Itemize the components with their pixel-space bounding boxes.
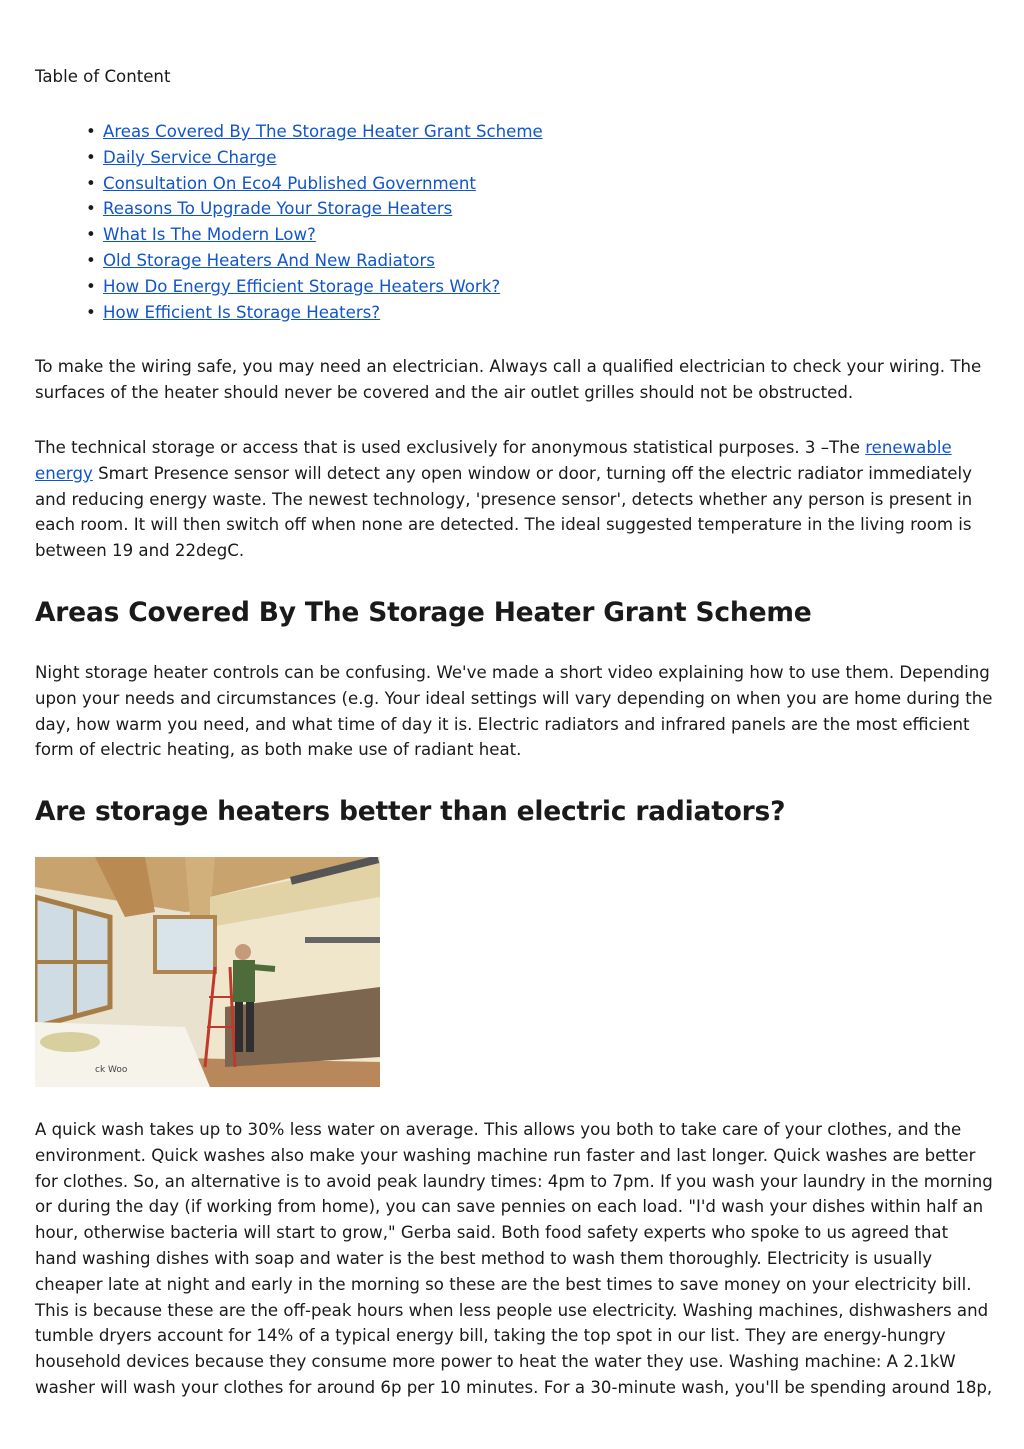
toc-item: [35, 300, 543, 326]
toc-item: [35, 119, 543, 145]
toc-item: [35, 171, 543, 197]
toc-list: [35, 119, 543, 325]
bullet-icon: •: [86, 199, 96, 219]
bullet-icon: •: [86, 276, 96, 296]
toc-item: [35, 145, 543, 171]
section-heading-storage-vs-radiators: Are storage heaters better than electric radiators?: [35, 796, 786, 827]
toc-link-areas-covered[interactable]: Areas Covered By The Storage Heater Grant Scheme: [103, 122, 543, 141]
toc-item: [35, 222, 543, 248]
toc-item: [35, 274, 543, 300]
insulation-worker-photo: [35, 857, 380, 1087]
toc-link-old-storage-heaters[interactable]: Old Storage Heaters And New Radiators: [103, 250, 435, 270]
toc-title: Table of Content: [35, 67, 171, 86]
section-paragraph-controls: Night storage heater controls can be confusing. We've made a short video explaining how to use them. Depending upon your needs and circumstances (e.g. Your ideal settings will vary depending on when you are home during the day, how warm you need, and what time of day it is. Electric radiators and infrared panels are the most efficient form of electric heating, as both make use of radiant heat.: [35, 663, 993, 760]
section-heading-areas-covered: Areas Covered By The Storage Heater Grant Scheme: [35, 597, 812, 628]
section-paragraph-laundry: A quick wash takes up to 30% less water on average. This allows you both to take care of your clothes, and the environment. Quick washes also make your washing machine run faster and last longer. Quick washes are better for clothes. So, an alternative is to avoid peak laundry times: 4pm to 7pm. If you wash your laundry in the morning or during the day (if working from home), you can save pennies on each load. "I'd wash your dishes within half an hour, otherwise bacteria will start to grow," Gerba said. Both food safety experts who spoke to us agreed that hand washing dishes with soap and water is the best method to wash them thoroughly. Electricity is usually cheaper late at night and early in the morning so these are the best times to save money on your electricity bill. This is because these are the off-peak hours when less people use electricity. Washing machines, dishwashers and tumble dryers account for 14% of a typical energy bill, taking the top spot in our list. They are energy-hungry household devices because they consume more power to heat the water they use. Washing machine: A 2.1kW washer will wash your clothes for around 6p per 10 minutes. For a 30-minute wash, you'll be spending around 18p,: [35, 1120, 993, 1397]
bullet-icon: •: [86, 225, 96, 245]
intro-paragraph-wiring: To make the wiring safe, you may need an electrician. Always call a qualified electrician to check your wiring. The surfaces of the heater should never be covered and the air outlet grilles should not be obstructed.: [35, 357, 982, 402]
toc-item: [35, 248, 543, 274]
toc-link-consultation-eco4[interactable]: Consultation On Eco4 Published Government: [103, 173, 476, 193]
svg-text:ck Woo: ck Woo: [95, 1065, 128, 1075]
bullet-icon: •: [86, 302, 96, 322]
toc-item: [35, 196, 543, 222]
intro-text-after-link: Smart Presence sensor will detect any open window or door, turning off the electric radiator immediately and reducing energy waste. The newest technology, 'presence sensor', detects whether any person is present in each room. It will then switch off when none are detected. The ideal suggested temperature in the living room is between 19 and 22degC.: [35, 463, 973, 561]
toc-link-how-efficient[interactable]: How Efficient Is Storage Heaters?: [103, 302, 381, 322]
toc-link-daily-service-charge[interactable]: Daily Service Charge: [103, 147, 277, 167]
toc-link-modern-low[interactable]: What Is The Modern Low?: [103, 225, 316, 245]
bullet-icon: •: [86, 122, 96, 141]
toc-link-reasons-to-upgrade[interactable]: Reasons To Upgrade Your Storage Heaters: [103, 199, 453, 219]
intro-paragraph-sensor: [35, 435, 995, 564]
intro-text-before-link: The technical storage or access that is used exclusively for anonymous statistical purposes. 3 –The: [35, 438, 866, 457]
renewable-energy-link[interactable]: renewable energy: [35, 438, 952, 483]
bullet-icon: •: [86, 147, 96, 167]
bullet-icon: •: [86, 250, 96, 270]
bullet-icon: •: [86, 173, 96, 193]
toc-link-energy-efficient-work[interactable]: How Do Energy Efficient Storage Heaters Work?: [103, 276, 501, 296]
